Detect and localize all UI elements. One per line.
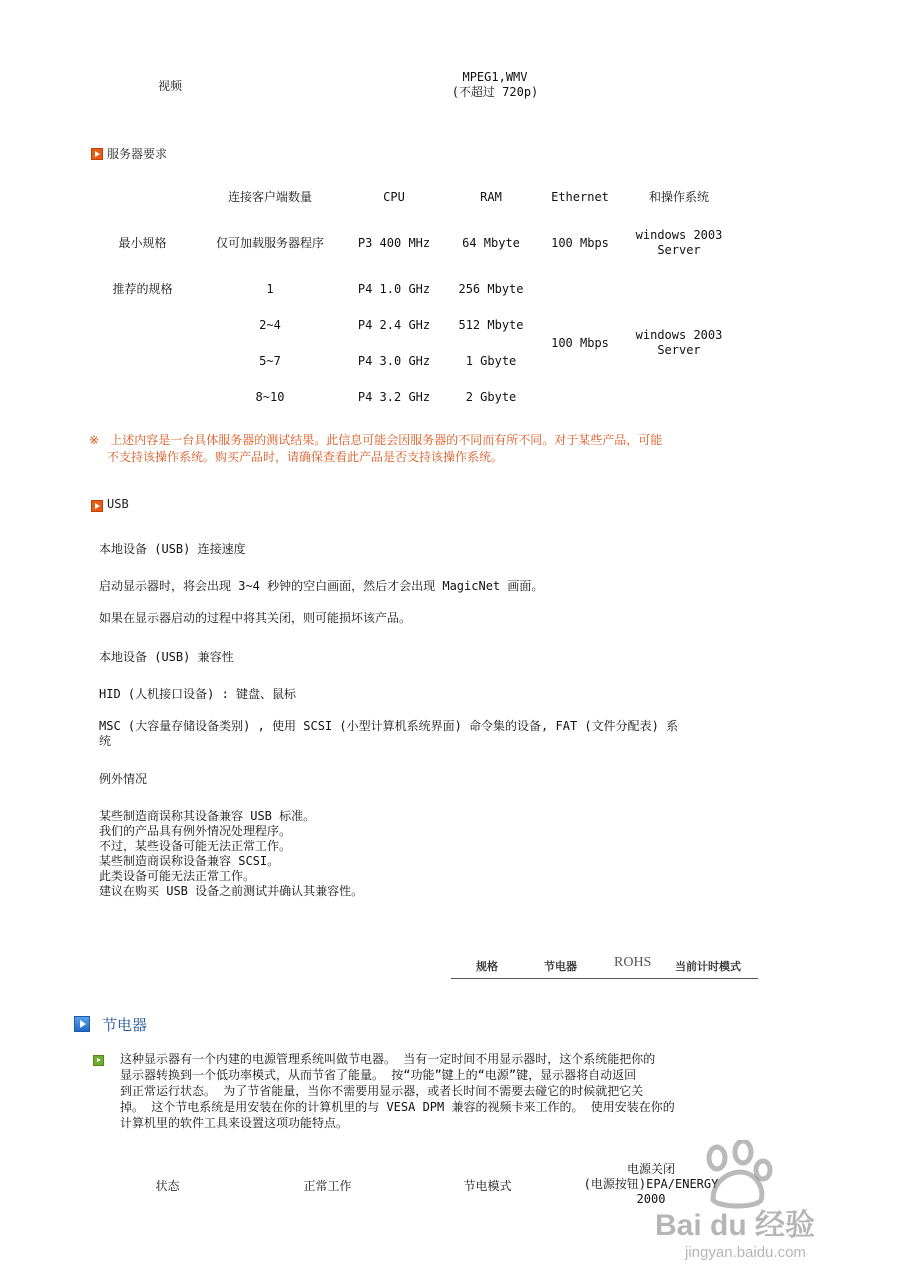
min-spec-clients: 仅可加载服务器程序 (215, 236, 324, 250)
recommended-ethernet: 100 Mbps (551, 336, 609, 350)
section-arrow-icon (91, 148, 103, 160)
video-format: MPEG1,WMV (462, 70, 528, 84)
min-spec-ram: 64 Mbyte (462, 236, 520, 250)
video-limit: (不超过 720p) (451, 85, 539, 99)
rec-os-line1: windows 2003 (635, 328, 723, 342)
recommended-os (624, 328, 734, 358)
rec-row-2-clients: 2~4 (259, 318, 281, 332)
usb-section-title: USB (107, 497, 129, 511)
list-item: 某些制造商误称其设备兼容 USB 标准。 (99, 809, 316, 823)
tab-rohs[interactable]: ROHS (614, 955, 652, 970)
min-spec-label: 最小规格 (118, 236, 167, 250)
power-off-line3: 2000 (636, 1192, 666, 1206)
video-value (420, 70, 570, 100)
usb-speed-text2: 如果在显示器启动的过程中将其关闭，则可能损坏该产品。 (99, 611, 412, 625)
usb-speed-heading: 本地设备 (USB) 连接速度 (99, 542, 246, 556)
min-os-line2: Server (657, 243, 701, 257)
header-os: 和操作系统 (648, 190, 709, 204)
watermark-url: jingyan.baidu.com (685, 1244, 806, 1261)
min-spec-ethernet: 100 Mbps (551, 236, 609, 250)
video-label: 视频 (158, 79, 183, 93)
section-tab-bar (451, 952, 758, 979)
min-spec-os (624, 228, 734, 258)
header-saving: 节电模式 (463, 1179, 512, 1193)
msc-line2: 统 (99, 734, 112, 748)
tab-spec[interactable]: 规格 (476, 961, 498, 973)
header-ethernet: Ethernet (551, 190, 609, 204)
usb-compat-hid: HID (人机接口设备) : 键盘、鼠标 (99, 687, 297, 701)
rec-row-2-ram: 512 Mbyte (458, 318, 524, 332)
power-paragraph (120, 1051, 675, 1131)
header-ram: RAM (480, 190, 502, 204)
list-item: 某些制造商误称设备兼容 SCSI。 (99, 854, 280, 868)
paragraph-line: 到正常运行状态。 为了节省能量，当你不需要用显示器，或者长时间不需要去碰它的时候就把它关 (120, 1084, 644, 1098)
usb-exception-list (99, 809, 363, 899)
list-item: 建议在购买 USB 设备之前测试并确认其兼容性。 (99, 884, 364, 898)
bullet-arrow-icon (93, 1055, 104, 1066)
baidu-watermark (645, 1140, 895, 1275)
min-spec-cpu: P3 400 MHz (357, 236, 431, 250)
power-section-title: 节电器 (102, 1017, 148, 1034)
tab-power-saver[interactable]: 节电器 (544, 961, 577, 973)
min-os-line1: windows 2003 (635, 228, 723, 242)
usb-exception-heading: 例外情况 (99, 772, 148, 786)
server-note (89, 432, 662, 449)
power-off-line1: 电源关闭 (626, 1162, 675, 1176)
list-item: 不过，某些设备可能无法正常工作。 (99, 839, 292, 853)
rec-row-3-clients: 5~7 (259, 354, 281, 368)
list-item: 此类设备可能无法正常工作。 (99, 869, 256, 883)
paragraph-line: 显示器转换到一个低功率模式，从而节省了能量。 按“功能”键上的“电源”键，显示器将自动返回 (120, 1068, 637, 1082)
rec-row-4-clients: 8~10 (255, 390, 285, 404)
header-state: 状态 (155, 1179, 180, 1193)
header-clients: 连接客户端数量 (227, 190, 312, 204)
rec-row-2-cpu: P4 2.4 GHz (357, 318, 431, 332)
rec-row-4-ram: 2 Gbyte (465, 390, 517, 404)
server-note-line2: 不支持该操作系统。购买产品时，请确保查看此产品是否支持该操作系统。 (107, 450, 504, 464)
note-mark: ※ (89, 433, 100, 447)
rec-row-4-cpu: P4 3.2 GHz (357, 390, 431, 404)
section-arrow-icon (74, 1016, 90, 1032)
msc-line1: MSC (大容量存储设备类别) , 使用 SCSI (小型计算机系统界面) 命令集的设备, FAT (文件分配表) 系 (99, 719, 679, 733)
rec-row-3-cpu: P4 3.0 GHz (357, 354, 431, 368)
server-section-title: 服务器要求 (107, 147, 168, 161)
recommended-spec-label: 推荐的规格 (112, 282, 173, 296)
note-line1: 上述内容是一台具体服务器的测试结果。此信息可能会因服务器的不同而有所不同。对于某些产品，可能 (110, 433, 663, 447)
watermark-brand: Bai du 经验 (655, 1209, 816, 1242)
rec-os-line2: Server (657, 343, 701, 357)
paragraph-line: 掉。 这个节电系统是用安装在你的计算机里的与 VESA DPM 兼容的视频卡来工作的。 使用安装在你的 (120, 1100, 675, 1114)
paragraph-line: 计算机里的软件工具来设置这项功能特点。 (120, 1116, 349, 1130)
tab-timing-mode[interactable]: 当前计时模式 (675, 961, 741, 973)
power-off-line2: (电源按钮)EPA/ENERGY (583, 1177, 719, 1191)
rec-row-1-cpu: P4 1.0 GHz (357, 282, 431, 296)
list-item: 我们的产品具有例外情况处理程序。 (99, 824, 292, 838)
header-cpu: CPU (383, 190, 405, 204)
usb-compat-heading: 本地设备 (USB) 兼容性 (99, 650, 234, 664)
paragraph-line: 这种显示器有一个内建的电源管理系统叫做节电器。 当有一定时间不用显示器时，这个系统能把你的 (120, 1052, 656, 1066)
usb-speed-text1: 启动显示器时，将会出现 3~4 秒钟的空白画面，然后才会出现 MagicNet 画面。 (99, 579, 544, 593)
rec-row-1-ram: 256 Mbyte (458, 282, 524, 296)
header-normal: 正常工作 (303, 1179, 352, 1193)
section-arrow-icon (91, 500, 103, 512)
usb-compat-msc (99, 719, 739, 749)
rec-row-1-clients: 1 (266, 282, 274, 296)
rec-row-3-ram: 1 Gbyte (465, 354, 517, 368)
